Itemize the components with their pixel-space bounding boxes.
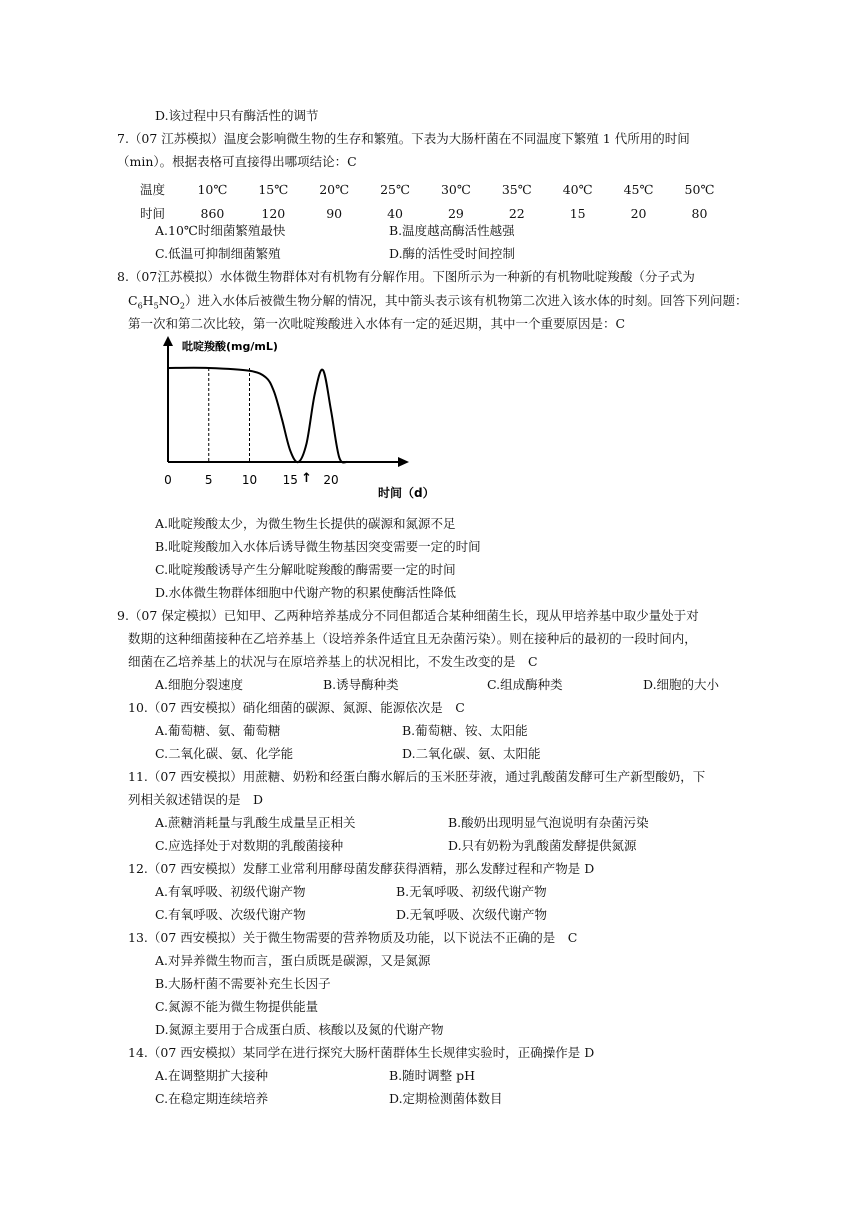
q8-stem-line2-text: ）进入水体后被微生物分解的情况，其中箭头表示该有机物第二次进入该水体的时刻。回答下列问题： [184, 293, 748, 308]
q12-option-b: B.无氧呼吸、初级代谢产物 [396, 884, 547, 899]
x-tick-label: 15 [282, 473, 298, 487]
table-cell: 10℃ [197, 181, 228, 197]
formula-subscript: 6 [137, 301, 143, 311]
q9-option-d: D.细胞的大小 [643, 677, 720, 692]
q14-option-d: D.定期检测菌体数目 [389, 1091, 503, 1106]
decomposition-line-chart [160, 336, 435, 504]
table-cell: 20℃ [319, 181, 350, 197]
q8-option-a: A.吡啶羧酸太少，为微生物生长提供的碳源和氮源不足 [155, 516, 456, 531]
q9-option-c: C.组成酶种类 [487, 677, 563, 692]
x-tick-label: 5 [204, 473, 213, 487]
x-tick-label: 10 [241, 473, 258, 487]
q7-option-c: C.低温可抑制细菌繁殖 [155, 246, 281, 261]
concentration-series-line [168, 368, 347, 463]
table-cell: 90 [326, 205, 343, 221]
x-tick-label: 20 [323, 473, 339, 487]
table-cell: 45℃ [623, 181, 654, 197]
q14-option-c: C.在稳定期连续培养 [155, 1091, 269, 1106]
x-tick-label: 0 [164, 473, 172, 487]
q12-option-c: C.有氧呼吸、次级代谢产物 [155, 907, 306, 922]
q12-option-a: A.有氧呼吸、初级代谢产物 [155, 884, 306, 899]
q13-option-d: D.氮源主要用于合成蛋白质、核酸以及氮的代谢产物 [155, 1022, 444, 1037]
q9-stem-line2: 数期的这种细菌接种在乙培养基上（设培养条件适宜且无杂菌污染）。则在接种后的最初的一段时间内， [128, 631, 697, 646]
x-axis-label: 时间（d） [378, 486, 435, 500]
q7-option-b: B.温度越高酶活性越强 [389, 223, 515, 238]
table-row-temperature [140, 177, 730, 201]
q8-option-b: B.吡啶羧酸加入水体后诱导微生物基因突变需要一定的时间 [155, 539, 481, 554]
q11-stem-line2: 列相关叙述错误的是 D [128, 792, 264, 807]
q14-option-a: A.在调整期扩大接种 [155, 1068, 269, 1083]
table-cell: 860 [200, 205, 225, 221]
q7-option-d: D.酶的活性受时间控制 [389, 246, 516, 261]
table-cell: 29 [447, 205, 464, 221]
chart-marks [164, 368, 347, 487]
table-cell: 20 [630, 205, 647, 221]
q8-option-c: C.吡啶羧酸诱导产生分解吡啶羧酸的酶需要一定的时间 [155, 562, 456, 577]
q14-stem: 14.（07 西安模拟）某同学在进行探究大肠杆菌群体生长规律实验时，正确操作是 D [128, 1045, 595, 1060]
q6-option-d: D.该过程中只有酶活性的调节 [155, 108, 319, 123]
table-header-time: 时间 [140, 206, 166, 221]
formula-subscript: 5 [153, 301, 159, 311]
q11-option-c: C.应选择处于对数期的乳酸菌接种 [155, 838, 344, 853]
formula-no: NO [158, 293, 180, 308]
q10-option-d: D.二氧化碳、氨、太阳能 [402, 746, 541, 761]
table-cell: 40 [387, 205, 404, 221]
q13-stem: 13.（07 西安模拟）关于微生物需要的营养物质及功能，以下说法不正确的是 C [128, 930, 578, 945]
q10-option-c: C.二氧化碳、氨、化学能 [155, 746, 294, 761]
q13-option-a: A.对异养微生物而言，蛋白质既是碳源，又是氮源 [155, 953, 431, 968]
table-cell: 40℃ [562, 181, 593, 197]
q8-stem-line3: 第一次和第二次比较，第一次吡啶羧酸进入水体有一定的延迟期，其中一个重要原因是：C [128, 316, 626, 331]
q13-option-c: C.氮源不能为微生物提供能量 [155, 999, 319, 1014]
q8-stem-line1: 8.（07江苏模拟）水体微生物群体对有机物有分解作用。下图所示为一种新的有机物吡啶羧酸（分子式为 [117, 269, 695, 284]
q11-option-a: A.蔗糖消耗量与乳酸生成量呈正相关 [155, 815, 356, 830]
q11-stem-line1: 11.（07 西安模拟）用蔗糖、奶粉和经蛋白酶水解后的玉米胚芽液，通过乳酸菌发酵可生产新型酸奶，下 [128, 769, 706, 784]
table-cell: 30℃ [440, 181, 471, 197]
table-cell: 15 [569, 205, 586, 221]
q10-option-b: B.葡萄糖、铵、太阳能 [402, 723, 528, 738]
y-axis-arrowhead [163, 336, 173, 346]
q9-stem-line3: 细菌在乙培养基上的状况与在原培养基上的状况相比，不发生改变的是 C [128, 654, 538, 669]
table-header-temperature: 温度 [140, 182, 166, 197]
q10-option-a: A.葡萄糖、氨、葡萄糖 [155, 723, 281, 738]
y-axis-label: 吡啶羧酸(mg/mL) [182, 340, 278, 353]
q8-stem-line2 [128, 292, 747, 316]
table-cell: 80 [691, 205, 708, 221]
temperature-table [140, 177, 730, 225]
q12-option-d: D.无氧呼吸、次级代谢产物 [396, 907, 548, 922]
table-cell: 15℃ [258, 181, 289, 197]
formula-h: H [142, 293, 154, 308]
table-cell: 50℃ [684, 181, 715, 197]
q8-option-d: D.水体微生物群体细胞中代谢产物的积累使酶活性降低 [155, 585, 457, 600]
formula-subscript: 2 [179, 301, 185, 311]
table-cell: 120 [261, 205, 286, 221]
q11-option-d: D.只有奶粉为乳酸菌发酵提供氮源 [448, 838, 637, 853]
q14-option-b: B.随时调整 pH [389, 1068, 476, 1083]
second-addition-arrow-icon: ↑ [301, 471, 313, 486]
table-cell: 22 [508, 205, 525, 221]
q7-stem-line2: （min）。根据表格可直接得出哪项结论：C [117, 154, 357, 169]
q7-option-a: A.10℃时细菌繁殖最快 [155, 223, 286, 238]
q9-stem-line1: 9.（07 保定模拟）已知甲、乙两种培养基成分不同但都适合某种细菌生长，现从甲培养基中取少量处于对 [117, 608, 699, 623]
q7-stem-line1: 7.（07 江苏模拟）温度会影响微生物的生存和繁殖。下表为大肠杆菌在不同温度下繁殖 1 代所用的时间 [117, 131, 690, 146]
q12-stem: 12.（07 西安模拟）发酵工业常利用酵母菌发酵获得酒精，那么发酵过程和产物是 D [128, 861, 595, 876]
table-cell: 35℃ [501, 181, 532, 197]
formula-c: C [128, 293, 138, 308]
q10-stem: 10.（07 西安模拟）硝化细菌的碳源、氮源、能源依次是 C [128, 700, 465, 715]
q11-option-b: B.酸奶出现明显气泡说明有杂菌污染 [448, 815, 649, 830]
x-axis-arrowhead [398, 457, 409, 467]
q9-option-a: A.细胞分裂速度 [155, 677, 244, 692]
q9-option-b: B.诱导酶种类 [323, 677, 399, 692]
q13-option-b: B.大肠杆菌不需要补充生长因子 [155, 976, 331, 991]
table-cell: 25℃ [380, 181, 410, 197]
